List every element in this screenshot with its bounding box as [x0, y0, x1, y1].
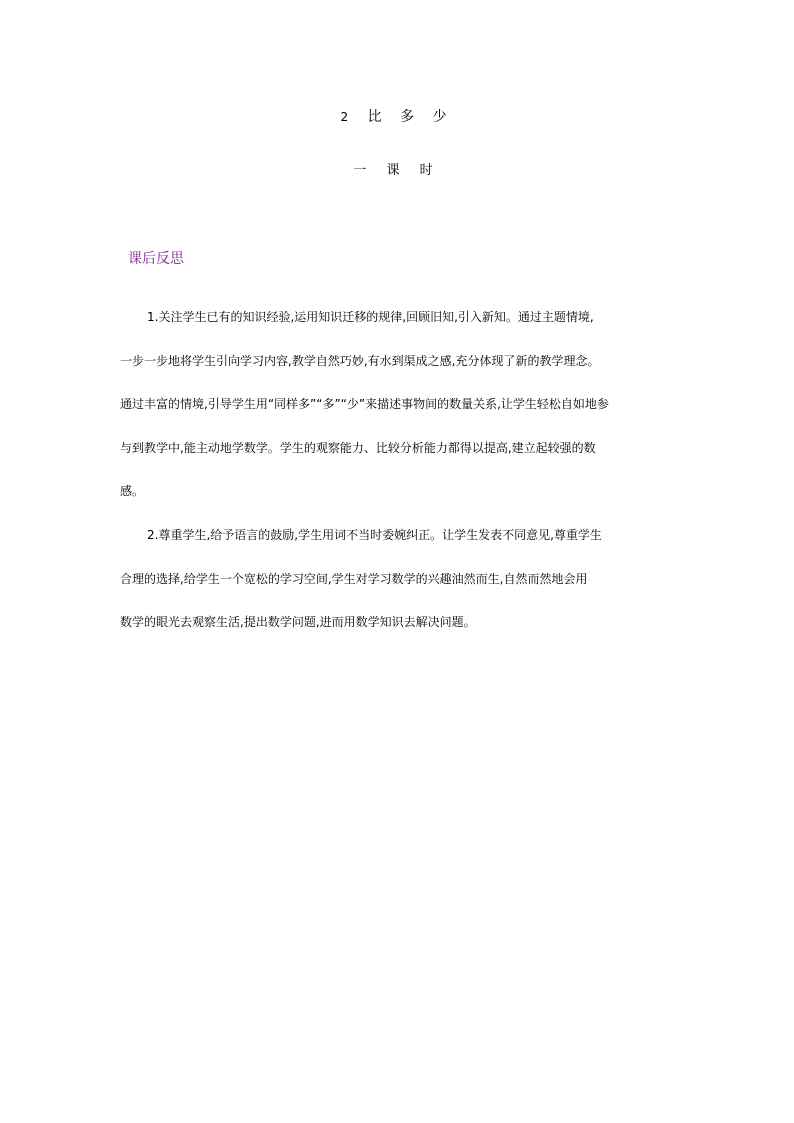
paragraph-line: 数学的眼光去观察生活,提出数学问题,进而用数学知识去解决问题。 — [120, 615, 476, 629]
lesson-title-text: 比 多 少 — [367, 109, 454, 125]
lesson-title — [0, 107, 794, 127]
paragraph-2 — [120, 514, 690, 645]
lesson-period: 一 课 时 — [353, 163, 441, 178]
section-heading: 课后反思 — [128, 251, 184, 267]
paragraph-line: 合理的选择,给学生一个宽松的学习空间,学生对学习数学的兴趣油然而生,自然而然地会用 — [120, 571, 588, 586]
paragraph-line: 1.关注学生已有的知识经验,运用知识迁移的规律,回顾旧知,引入新知。通过主题情境, — [147, 310, 594, 324]
paragraph-line: 感。 — [120, 484, 145, 498]
paragraph-line: 2.尊重学生,给予语言的鼓励,学生用词不当时委婉纠正。让学生发表不同意见,尊重学生 — [147, 528, 602, 542]
paragraph-line: 通过丰富的情境,引导学生用“同样多”“多”“少”来描述事物间的数量关系,让学生轻松自如地参 — [120, 397, 609, 411]
paragraph-line: 与到教学中,能主动地学数学。学生的观察能力、比较分析能力都得以提高,建立起较强的数 — [120, 440, 596, 455]
lesson-number: 2 — [340, 110, 357, 124]
paragraph-1 — [120, 296, 690, 514]
paragraph-line: 一步一步地将学生引向学习内容,教学自然巧妙,有水到渠成之感,充分体现了新的教学理念。 — [120, 353, 600, 368]
